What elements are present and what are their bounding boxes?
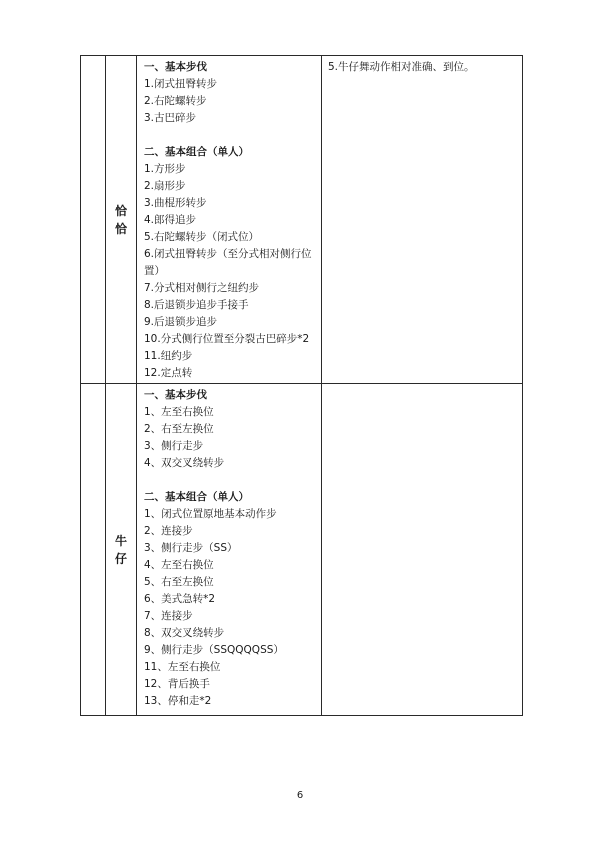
- index-cell: [81, 384, 106, 716]
- step-item: 4、双交叉绕转步: [144, 457, 225, 469]
- step-item: 3、侧行走步: [144, 440, 204, 452]
- table-row-jive: [81, 384, 523, 716]
- step-item: 2、右至左换位: [144, 423, 214, 435]
- step-item: 5、右至左换位: [144, 576, 214, 588]
- step-item: 7、连接步: [144, 610, 193, 622]
- requirement-cell: [322, 56, 523, 384]
- step-item: 8.后退锁步追步手接手: [144, 299, 249, 311]
- step-item: 4、左至右换位: [144, 559, 214, 571]
- step-item: 5.右陀螺转步（闭式位）: [144, 231, 260, 243]
- syllabus-table: [80, 55, 523, 716]
- steps-list: [137, 384, 321, 710]
- step-item: 4.郎得追步: [144, 214, 197, 226]
- step-item: 7.分式相对侧行之纽约步: [144, 282, 260, 294]
- spacer: [144, 127, 321, 144]
- step-item: 8、双交叉绕转步: [144, 627, 225, 639]
- dance-name: 恰恰: [114, 203, 127, 236]
- steps-list: [137, 56, 321, 382]
- steps-cell: [137, 56, 322, 384]
- step-item: 3.古巴碎步: [144, 112, 197, 124]
- section-heading: 二、基本组合（单人）: [144, 491, 249, 503]
- step-item: 2、连接步: [144, 525, 193, 537]
- step-item: 12、背后换手: [144, 678, 210, 690]
- dance-name-cell: [106, 384, 137, 716]
- step-item: 10.分式侧行位置至分裂古巴碎步*2: [144, 333, 310, 345]
- requirement-text: [322, 384, 522, 387]
- step-item: 11.纽约步: [144, 350, 193, 362]
- section-heading: 二、基本组合（单人）: [144, 146, 249, 158]
- step-item: 6、美式急转*2: [144, 593, 216, 605]
- step-item: 9、侧行走步（SSQQQQSS）: [144, 644, 284, 656]
- step-item: 1、左至右换位: [144, 406, 214, 418]
- step-item: 2.扇形步: [144, 180, 186, 192]
- spacer: [144, 472, 321, 489]
- index-cell: [81, 56, 106, 384]
- step-item: 1、闭式位置原地基本动作步: [144, 508, 277, 520]
- page-number: 6: [296, 790, 304, 801]
- dance-name: 牛仔: [114, 533, 127, 566]
- step-item: 3、侧行走步（SS）: [144, 542, 238, 554]
- step-item: 1.闭式扭臀转步: [144, 78, 218, 90]
- steps-cell: [137, 384, 322, 716]
- step-item: 13、停和走*2: [144, 695, 212, 707]
- section-heading: 一、基本步伐: [144, 389, 207, 401]
- requirement-text: 5.牛仔舞动作相对准确、到位。: [328, 61, 475, 73]
- step-item: 1.方形步: [144, 163, 186, 175]
- step-item: 9.后退锁步追步: [144, 316, 218, 328]
- table-row-chacha: [81, 56, 523, 384]
- step-item: 6.闭式扭臀转步（至分式相对侧行位置）: [144, 248, 312, 277]
- step-item: 12.定点转: [144, 367, 193, 379]
- requirement-cell: [322, 384, 523, 716]
- dance-name-cell: [106, 56, 137, 384]
- section-heading: 一、基本步伐: [144, 61, 207, 73]
- step-item: 3.曲棍形转步: [144, 197, 207, 209]
- step-item: 2.右陀螺转步: [144, 95, 207, 107]
- step-item: 11、左至右换位: [144, 661, 221, 673]
